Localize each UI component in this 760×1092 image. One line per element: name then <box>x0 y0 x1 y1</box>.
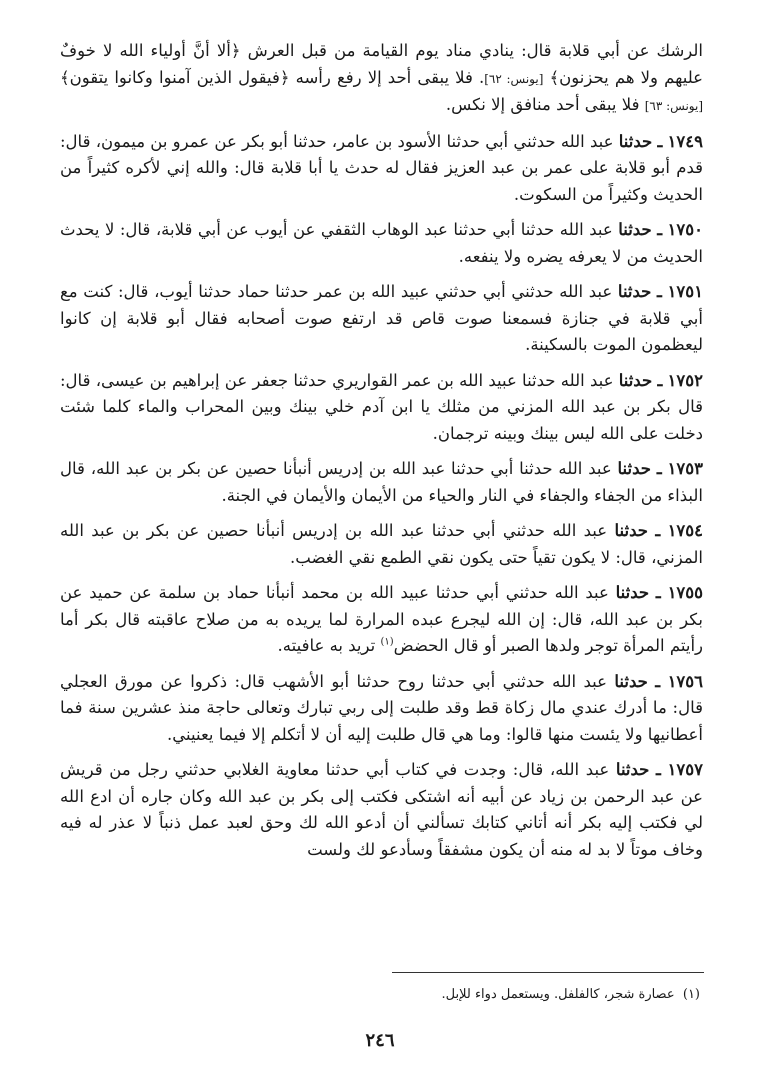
entry-text: عبد الله حدثنا أبي حدثنا عبد الله بن إدريس أنبأنا حصين عن بكر بن عبد الله، قال البذاء من الجفاء والجفاء في النار والحياء من الأيمان والأيمان في الجنة. <box>60 459 703 505</box>
entry-number: ١٧٥٤ <box>667 521 704 540</box>
entry-text: تريد به عافيته. <box>277 636 381 655</box>
entry-text: عبد الله حدثنا عبيد الله بن عمر القواريري حدثنا جعفر عن إبراهيم بن عيسى، قال: قال بكر بن عبد الله المزني من مثلك يا ابن آدم خلي بينك وبين المحراب والماء كلما شئت دخلت على الله ليس بينك وبينه ترجمان. <box>60 370 703 443</box>
footnote-text: عصارة شجر، كالفلفل. ويستعمل دواء للإبل. <box>441 987 675 1002</box>
dash: ـ <box>657 220 663 239</box>
dash: ـ <box>655 671 661 691</box>
entry-keyword: حدثنا <box>618 370 653 390</box>
entry-text: عبد الله حدثني أبي حدثني عبيد الله بن عمر حدثنا حماد حدثنا أيوب، قال: كنت مع أبي قلابة في جنازة فسمعنا صوت قاص قد ارتفع صوت أصحابه فقال أبو قلابة إن كانوا ليعظمون الموت بالسكينة. <box>60 282 703 354</box>
entry-keyword: حدثنا <box>617 282 652 301</box>
hadith-entry <box>60 757 703 863</box>
hadith-entry <box>60 279 703 359</box>
entry-keyword: حدثنا <box>618 131 653 151</box>
dash: ـ <box>657 282 662 301</box>
hadith-entry <box>60 129 703 209</box>
entry-keyword: حدثنا <box>614 521 648 540</box>
entry-text: عبد الله حدثني أبي حدثنا عبد الله بن إدريس أنبأنا حصين عن بكر بن عبد الله المزني، قال: لا يكون تقياً حتى يكون نقي الطمع نقي الغضب. <box>60 521 703 567</box>
entry-number: ١٧٥١ <box>667 282 703 301</box>
entry-text: عبد الله، قال: وجدت في كتاب أبي حدثنا معاوية الغلابي حدثني رجل من قريش عن عبد الرحمن بن زياد عن أبيه أنه اشتكى فكتب إلى بكر بن عبد الله وكان جاره أن ادع الله لي فكتب إليه بكر أنه أتاني كتابك تسألني أن أدعو الله لك وحق لعبد عمل ذنباً لا عذر له فيه وخاف موتاً لا بد له منه أن يكون مشفقاً وسأدعو لك ولست <box>60 760 703 859</box>
entry-text: عبد الله حدثني أبي حدثنا روح حدثنا أبو الأشهب قال: ذكروا عن مورق العجلي قال: ما أدرك عندي مال زكاة قط وقد طلبت إلى ربي تبارك وتعالى حاجة منذ عشرين سنة فما أعطانيها ولا يئست منها قالوا: وما هي قال طلبت إليه أن لا أتكلم إلا فيما يعنيني. <box>60 671 703 744</box>
page-body <box>60 38 703 863</box>
entry-keyword: حدثنا <box>614 671 648 691</box>
intro-text: . فلا يبقى أحد إلا رفع رأسه ﴿فيقول الذين آمنوا وكانوا يتقون﴾ <box>60 67 485 87</box>
dash: ـ <box>657 131 663 151</box>
entry-keyword: حدثنا <box>615 583 650 602</box>
entry-number: ١٧٥٥ <box>667 583 704 602</box>
entry-text: عبد الله حدثني أبي حدثنا الأسود بن عامر، حدثنا أبو بكر عن عمرو بن ميمون، قال: قدم أبو قلابة على عمر بن عبد العزيز فقال له حدث يا أبا قلابة قال: والله إني لأكره كثيراً من الحديث وكثيراً من السكوت. <box>60 131 703 204</box>
footnote <box>60 985 700 1005</box>
dash: ـ <box>655 521 661 540</box>
hadith-entry <box>60 669 703 749</box>
entry-text: عبد الله حدثني أبي حدثنا عبيد الله بن محمد أنبأنا حماد بن سلمة عن حميد عن بكر بن عبد الله، قال: إن الله ليجرع عبده المرارة لما يريده به من صلاح عاقبته قال بكر أما رأيتم المرأة توجر ولدها الصبر أو قال الحضض <box>60 583 703 655</box>
entry-number: ١٧٥٧ <box>667 760 703 779</box>
entry-number: ١٧٥٦ <box>667 671 704 691</box>
entry-number: ١٧٥٣ <box>667 459 703 478</box>
entry-keyword: حدثنا <box>615 760 650 779</box>
hadith-entry <box>60 456 703 509</box>
footnote-divider <box>392 972 704 973</box>
quran-reference: [يونس: ٦٢] <box>484 71 544 86</box>
entry-number: ١٧٤٩ <box>667 131 703 151</box>
entry-keyword: حدثنا <box>617 459 651 478</box>
entry-number: ١٧٥٠ <box>667 220 703 239</box>
intro-paragraph <box>60 38 703 120</box>
hadith-entry <box>60 368 703 448</box>
hadith-entry <box>60 518 703 571</box>
dash: ـ <box>657 370 663 390</box>
entry-keyword: حدثنا <box>618 220 652 239</box>
footnote-number: (١) <box>682 987 700 1002</box>
dash: ـ <box>656 459 662 478</box>
dash: ـ <box>655 583 661 602</box>
intro-text: الرشك عن أبي قلابة قال: ينادي مناد يوم القيامة من قبل العرش ﴿ألا أنَّ أولياء الله لا خوفٌ عليهم ولا هم يحزنون﴾ <box>60 41 703 87</box>
entry-number: ١٧٥٢ <box>667 370 703 390</box>
page-number: ٢٤٦ <box>365 1030 395 1051</box>
quran-reference: [يونس: ٦٣] <box>644 99 703 113</box>
footnote-marker: (١) <box>380 636 394 648</box>
hadith-entry <box>60 217 703 270</box>
dash: ـ <box>656 760 661 779</box>
entry-text: عبد الله حدثنا أبي حدثنا عبد الوهاب الثقفي عن أيوب عن أبي قلابة، قال: لا يحدث الحديث من لا يعرفه يضره ولا ينفعه. <box>60 220 703 266</box>
hadith-entry <box>60 580 703 660</box>
intro-text: فلا يبقى أحد منافق إلا نكس. <box>445 95 645 114</box>
